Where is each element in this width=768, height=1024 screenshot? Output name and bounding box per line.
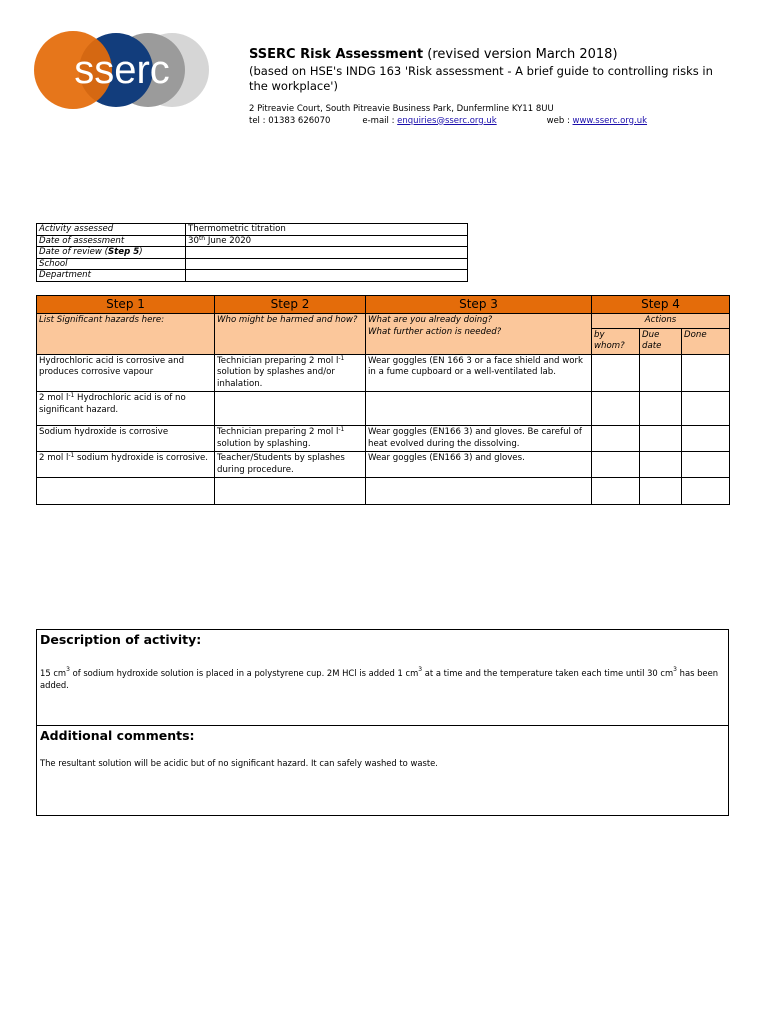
by-whom-cell bbox=[592, 426, 640, 452]
description-box bbox=[36, 629, 729, 726]
hazard-cell: 2 mol $l^{-1}$ Hydrochloric acid is of no significant hazard. bbox=[37, 392, 215, 426]
due-date-cell bbox=[640, 452, 682, 478]
due-date-cell bbox=[640, 478, 682, 505]
by-whom-cell bbox=[592, 354, 640, 392]
sub-header-row-1 bbox=[37, 314, 730, 329]
school-label: School bbox=[37, 258, 186, 270]
step1-subheader: List Significant hazards here: bbox=[37, 314, 215, 355]
date-row bbox=[37, 235, 468, 247]
actions-header: Actions bbox=[592, 314, 730, 329]
school-value bbox=[186, 258, 468, 270]
done-cell bbox=[682, 478, 730, 505]
step4-header: Step 4 bbox=[592, 296, 730, 314]
department-label: Department bbox=[37, 270, 186, 282]
table-row bbox=[37, 354, 730, 392]
by-whom-cell bbox=[592, 478, 640, 505]
hazard-cell: Hydrochloric acid is corrosive and produces corrosive vapour bbox=[37, 354, 215, 392]
action-cell: Wear goggles (EN166 3) and gloves. bbox=[366, 452, 592, 478]
by-whom-cell bbox=[592, 452, 640, 478]
sserc-logo bbox=[30, 30, 210, 110]
harmed-cell bbox=[215, 478, 366, 505]
activity-row bbox=[37, 224, 468, 236]
harmed-cell: Technician preparing 2 mol $l^{-1}$ solution by splashes and/or inhalation. bbox=[215, 354, 366, 392]
logo-text: sserc bbox=[74, 48, 170, 92]
due-date-header: Due date bbox=[640, 328, 682, 354]
review-row bbox=[37, 247, 468, 259]
telephone: tel : 01383 626070 bbox=[249, 115, 331, 126]
action-cell bbox=[366, 478, 592, 505]
document-header bbox=[249, 47, 719, 126]
action-cell: Wear goggles (EN166 3) and gloves. Be careful of heat evolved during the dissolving. bbox=[366, 426, 592, 452]
table-row bbox=[37, 478, 730, 505]
web-link[interactable]: www.sserc.org.uk bbox=[572, 115, 648, 126]
web-label: web : bbox=[546, 115, 570, 126]
contact-line bbox=[249, 116, 719, 127]
harmed-cell: Technician preparing 2 mol $l^{-1}$ solution by splashing. bbox=[215, 426, 366, 452]
by-whom-header: by whom? bbox=[592, 328, 640, 354]
hazard-cell: 2 mol $l^{-1}$ sodium hydroxide is corrosive. bbox=[37, 452, 215, 478]
comments-title: Additional comments: bbox=[40, 728, 195, 743]
hazard-cell bbox=[37, 478, 215, 505]
by-whom-cell bbox=[592, 392, 640, 426]
harmed-cell bbox=[215, 392, 366, 426]
description-text: 15 $cm^3$ of sodium hydroxide solution is placed in a polystyrene cup. 2M HCl is added 1 $cm^3$ at a time and the temperature taken each time until 30 $cm^3$ has been added. bbox=[40, 666, 719, 690]
school-row bbox=[37, 258, 468, 270]
email-label: e-mail : bbox=[362, 115, 395, 126]
address: 2 Pitreavie Court, South Pitreavie Business Park, Dunfermline KY11 8UU bbox=[249, 104, 554, 114]
date-value: 30th June 2020 bbox=[186, 235, 468, 247]
review-label: Date of review (Step 5) bbox=[37, 247, 186, 259]
table-row bbox=[37, 392, 730, 426]
activity-value: Thermometric titration bbox=[186, 224, 468, 236]
step2-header: Step 2 bbox=[215, 296, 366, 314]
step2-subheader: Who might be harmed and how? bbox=[215, 314, 366, 355]
due-date-cell bbox=[640, 392, 682, 426]
department-row bbox=[37, 270, 468, 282]
activity-label: Activity assessed bbox=[37, 224, 186, 236]
activity-info-table bbox=[36, 223, 468, 282]
document-subtitle: (based on HSE's INDG 163 'Risk assessment - A brief guide to controlling risks in the workplace') bbox=[249, 64, 713, 93]
hazard-cell: Sodium hydroxide is corrosive bbox=[37, 426, 215, 452]
due-date-cell bbox=[640, 426, 682, 452]
table-row bbox=[37, 452, 730, 478]
step3-header: Step 3 bbox=[366, 296, 592, 314]
step3-subheader: What are you already doing? What further action is needed? bbox=[366, 314, 592, 355]
action-cell bbox=[366, 392, 592, 426]
review-value bbox=[186, 247, 468, 259]
done-cell bbox=[682, 452, 730, 478]
done-cell bbox=[682, 354, 730, 392]
description-title: Description of activity: bbox=[40, 632, 202, 647]
done-cell bbox=[682, 392, 730, 426]
department-value bbox=[186, 270, 468, 282]
action-cell: Wear goggles (EN 166 3 or a face shield and work in a fume cupboard or a well-ventilated lab. bbox=[366, 354, 592, 392]
description-section bbox=[36, 629, 729, 816]
step-header-row bbox=[37, 296, 730, 314]
risk-assessment-table bbox=[36, 295, 730, 505]
done-header: Done bbox=[682, 328, 730, 354]
date-label: Date of assessment bbox=[37, 235, 186, 247]
comments-box bbox=[36, 726, 729, 816]
step1-header: Step 1 bbox=[37, 296, 215, 314]
done-cell bbox=[682, 426, 730, 452]
due-date-cell bbox=[640, 354, 682, 392]
email-link[interactable]: enquiries@sserc.org.uk bbox=[397, 115, 497, 126]
table-row bbox=[37, 426, 730, 452]
document-title: SSERC Risk Assessment (revised version March 2018) bbox=[249, 47, 618, 62]
harmed-cell: Teacher/Students by splashes during procedure. bbox=[215, 452, 366, 478]
comments-text: The resultant solution will be acidic but of no significant hazard. It can safely washed to waste. bbox=[40, 758, 438, 768]
